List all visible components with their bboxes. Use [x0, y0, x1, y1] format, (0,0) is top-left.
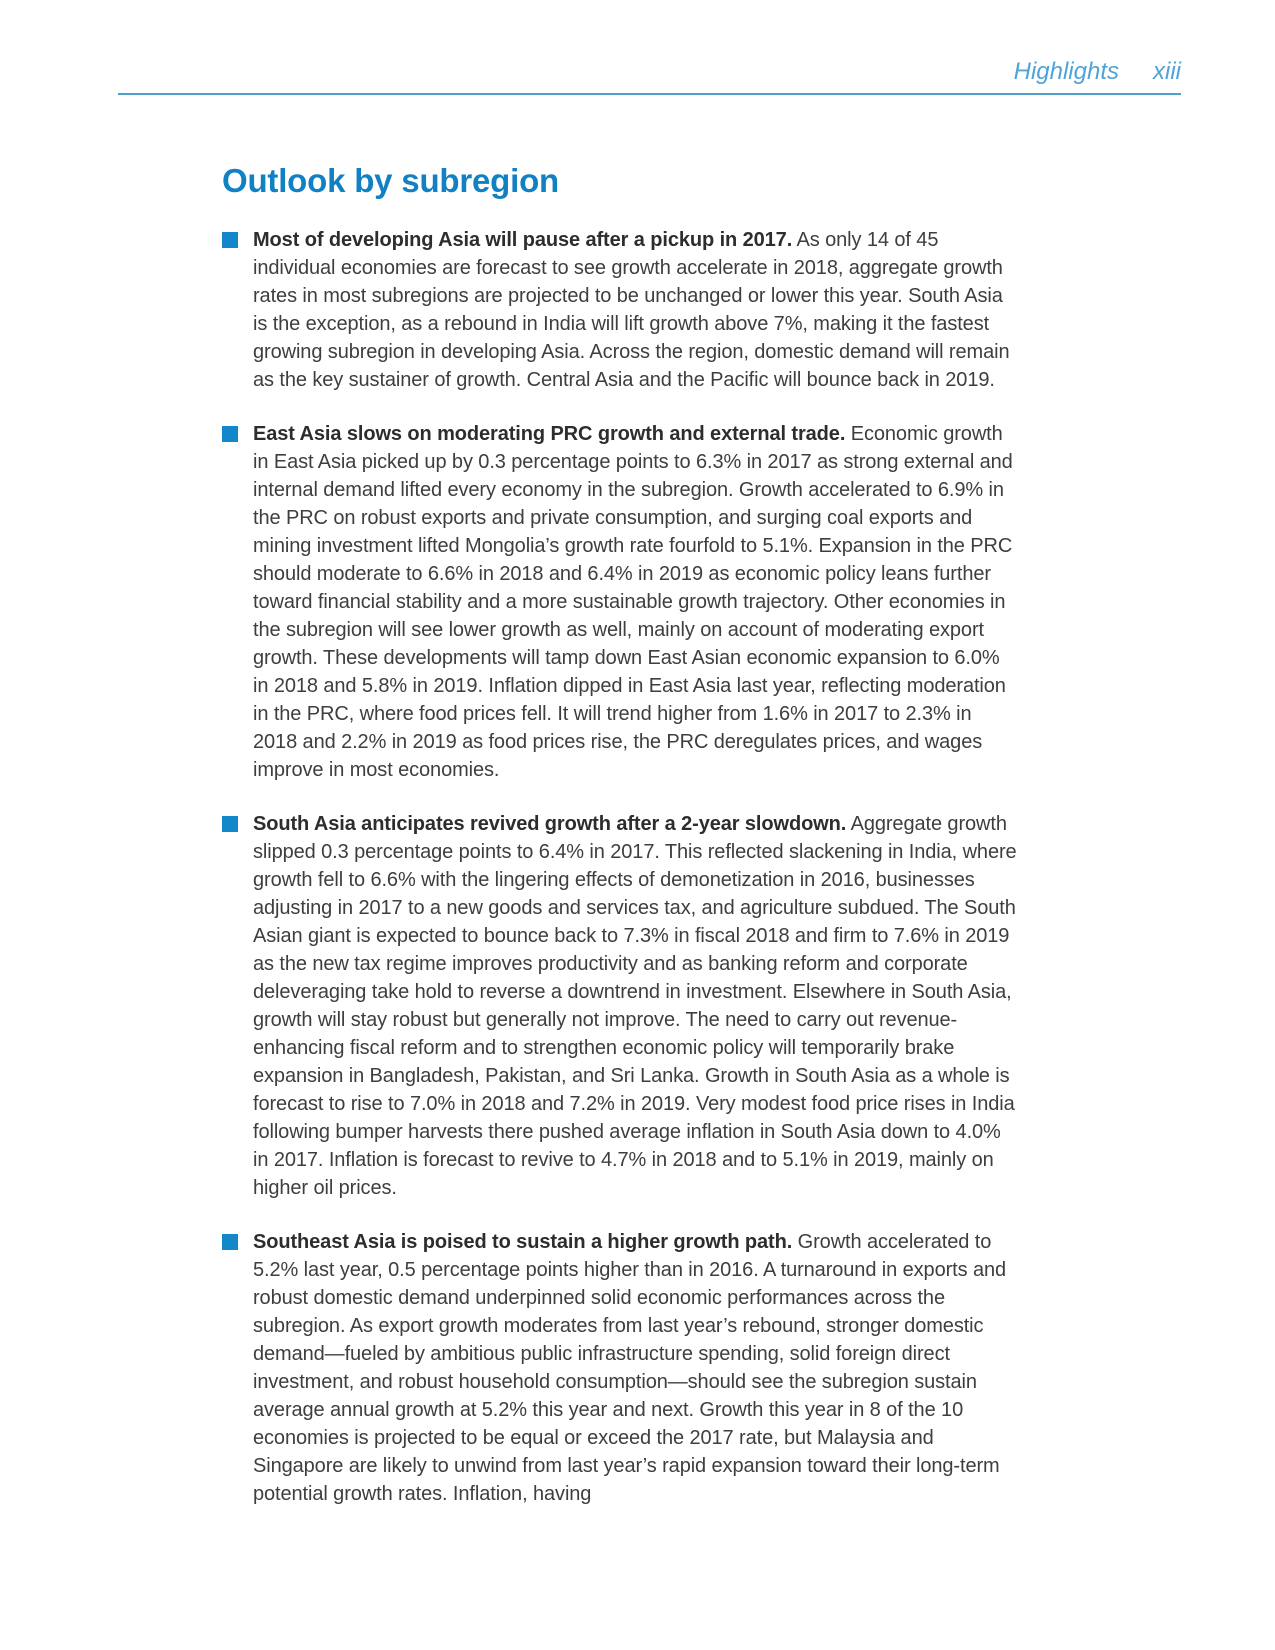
bullet-item: [222, 810, 1017, 1202]
running-header-title: Highlights: [1013, 58, 1119, 85]
bullet-body-text: Economic growth in East Asia picked up by 0.3 percentage points to 6.3% in 2017 as strong external and internal demand lifted every economy in the subregion. Growth accelerated to 6.9% in the PRC on robust exports and private consumption, and surging coal exports and mining investment lifted Mongolia’s growth rate fourfold to 5.1%. Expansion in the PRC should moderate to 6.6% in 2018 and 6.4% in 2019 as economic policy leans further toward financial stability and a more sustainable growth trajectory. Other economies in the subregion will see lower growth as well, mainly on account of moderating export growth. These developments will tamp down East Asian economic expansion to 6.0% in 2018 and 5.8% in 2019. Inflation dipped in East Asia last year, reflecting moderation in the PRC, where food prices fell. It will trend higher from 1.6% in 2017 to 2.3% in 2018 and 2.2% in 2019 as food prices rise, the PRC deregulates prices, and wages improve in most economies.: [253, 422, 1013, 781]
section-title: Outlook by subregion: [222, 162, 560, 199]
bullet-lead-text: East Asia slows on moderating PRC growth and external trade.: [253, 422, 846, 445]
bullet-lead-text: South Asia anticipates revived growth after a 2-year slowdown.: [253, 812, 847, 835]
header-rule: [118, 93, 1181, 95]
bullet-lead-text: Most of developing Asia will pause after a pickup in 2017.: [253, 228, 793, 251]
bullet-body-text: Aggregate growth slipped 0.3 percentage points to 6.4% in 2017. This reflected slackening in India, where growth fell to 6.6% with the lingering effects of demonetization in 2016, businesses adjusting in 2017 to a new goods and services tax, and agriculture subdued. The South Asian giant is expected to bounce back to 7.3% in fiscal 2018 and firm to 7.6% in 2019 as the new tax regime improves productivity and as banking reform and corporate deleveraging take hold to reverse a downtrend in investment. Elsewhere in South Asia, growth will stay robust but generally not improve. The need to carry out revenue-enhancing fiscal reform and to strengthen economic policy will temporarily brake expansion in Bangladesh, Pakistan, and Sri Lanka. Growth in South Asia as a whole is forecast to rise to 7.0% in 2018 and 7.2% in 2019. Very modest food price rises in India following bumper harvests there pushed average inflation in South Asia down to 4.0% in 2017. Inflation is forecast to revive to 4.7% in 2018 and to 5.1% in 2019, mainly on higher oil prices.: [253, 812, 1017, 1199]
bullet-paragraph: [253, 1228, 1017, 1508]
bullet-item: [222, 420, 1017, 784]
bullet-item: [222, 226, 1017, 394]
bullet-square-icon: [222, 426, 238, 442]
bullet-item: [222, 1228, 1017, 1508]
page-number: xiii: [1153, 58, 1181, 85]
bullet-paragraph: [253, 420, 1017, 784]
bullet-square-icon: [222, 232, 238, 248]
bullet-body-text: As only 14 of 45 individual economies are forecast to see growth accelerate in 2018, aggregate growth rates in most subregions are projected to be unchanged or lower this year. South Asia is the exception, as a rebound in India will lift growth above 7%, making it the fastest growing subregion in developing Asia. Across the region, domestic demand will remain as the key sustainer of growth. Central Asia and the Pacific will bounce back in 2019.: [253, 228, 1010, 391]
running-header: [1014, 58, 1181, 86]
bullet-square-icon: [222, 1234, 238, 1250]
bullet-paragraph: [253, 810, 1017, 1202]
bullet-lead-text: Southeast Asia is poised to sustain a higher growth path.: [253, 1230, 793, 1253]
bullet-square-icon: [222, 816, 238, 832]
bullet-body-text: Growth accelerated to 5.2% last year, 0.5 percentage points higher than in 2016. A turnaround in exports and robust domestic demand underpinned solid economic performances across the subregion. As export growth moderates from last year’s rebound, stronger domestic demand—fueled by ambitious public infrastructure spending, solid foreign direct investment, and robust household consumption—should see the subregion sustain average annual growth at 5.2% this year and next. Growth this year in 8 of the 10 economies is projected to be equal or exceed the 2017 rate, but Malaysia and Singapore are likely to unwind from last year’s rapid expansion toward their long-term potential growth rates. Inflation, having: [253, 1230, 1007, 1505]
page-content: [222, 162, 1017, 1534]
bullet-paragraph: [253, 226, 1017, 394]
bullet-list: [222, 226, 1017, 1508]
